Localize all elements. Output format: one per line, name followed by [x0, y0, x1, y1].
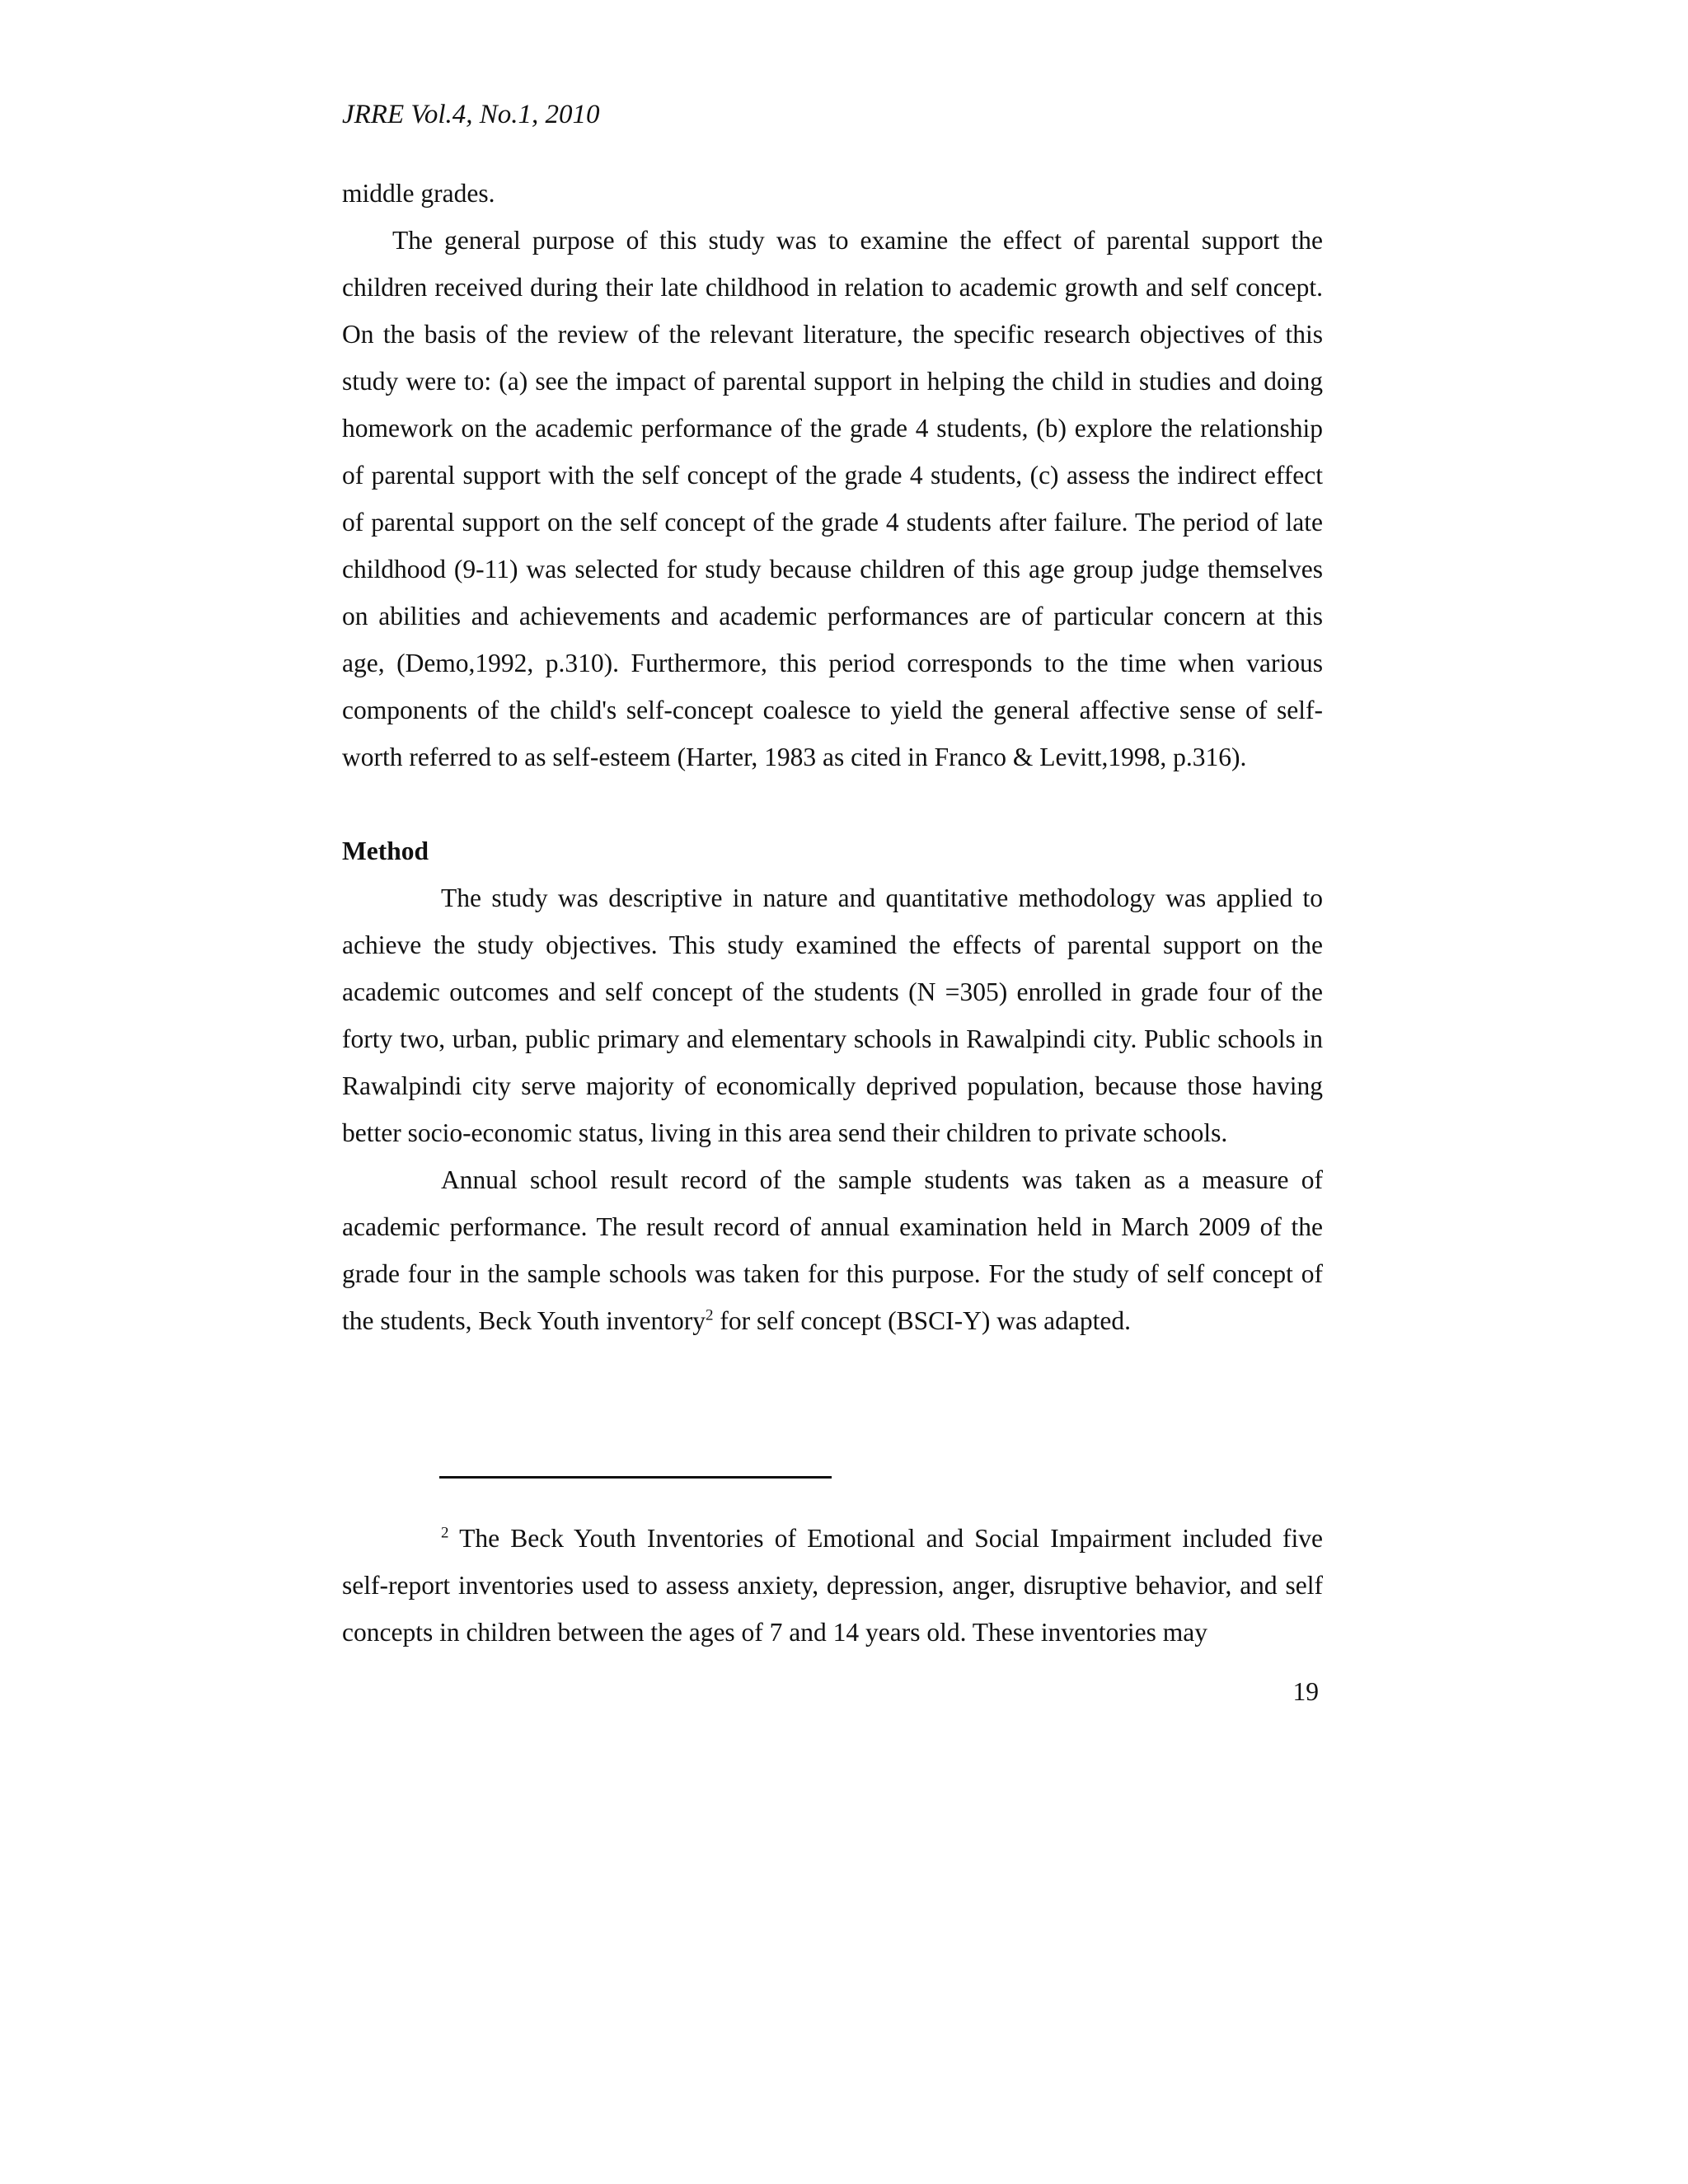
footnote: [342, 1515, 1323, 1656]
paragraph-continuation: middle grades.: [342, 179, 495, 208]
footnote-reference[interactable]: 2: [706, 1306, 714, 1324]
page-number: 19: [1292, 1677, 1319, 1706]
section-heading-method: Method: [342, 837, 429, 865]
footnote-text: The Beck Youth Inventories of Emotional and Social Impairment included five self-report inventories used to assess anxiety, depression, anger, disruptive behavior, and self concepts in children between the ages of 7 and 14 years old. These inventories may: [342, 1524, 1323, 1647]
body-text: [342, 170, 1323, 1344]
paragraph-measures: [342, 1156, 1323, 1344]
running-head: JRRE Vol.4, No.1, 2010: [342, 100, 600, 129]
footnote-marker: 2: [441, 1524, 449, 1542]
paragraph-measures-text-end: for self concept (BSCI-Y) was adapted.: [713, 1306, 1131, 1335]
paragraph-purpose: The general purpose of this study was to examine the effect of parental support the children received during their late childhood in relation to academic growth and self concept. On the basis of the review of the relevant literature, the specific research objectives of this study were to: (a) see the impact of parental support in helping the child in studies and doing homework on the academic performance of the grade 4 students, (b) explore the relationship of parental support with the self concept of the grade 4 students, (c) assess the indirect effect of parental support on the self concept of the grade 4 students after failure. The period of late childhood (9-11) was selected for study because children of this age group judge themselves on abilities and achievements and academic performances are of particular concern at this age, (Demo,1992, p.310). Furthermore, this period corresponds to the time when various components of the child's self-concept coalesce to yield the general affective sense of self-worth referred to as self-esteem (Harter, 1983 as cited in Franco & Levitt,1998, p.316).: [342, 226, 1323, 771]
paragraph-measures-text: Annual school result record of the sample students was taken as a measure of academic performance. The result record of annual examination held in March 2009 of the grade four in the sample schools was taken for this purpose. For the study of self concept of the students, Beck Youth inventory: [342, 1165, 1323, 1335]
paragraph-method: The study was descriptive in nature and quantitative methodology was applied to achieve the study objectives. This study examined the effects of parental support on the academic outcomes and self concept of the students (N =305) enrolled in grade four of the forty two, urban, public primary and elementary schools in Rawalpindi city. Public schools in Rawalpindi city serve majority of economically deprived population, because those having better socio-economic status, living in this area send their children to private schools.: [342, 883, 1323, 1147]
footnote-separator: [439, 1476, 832, 1479]
